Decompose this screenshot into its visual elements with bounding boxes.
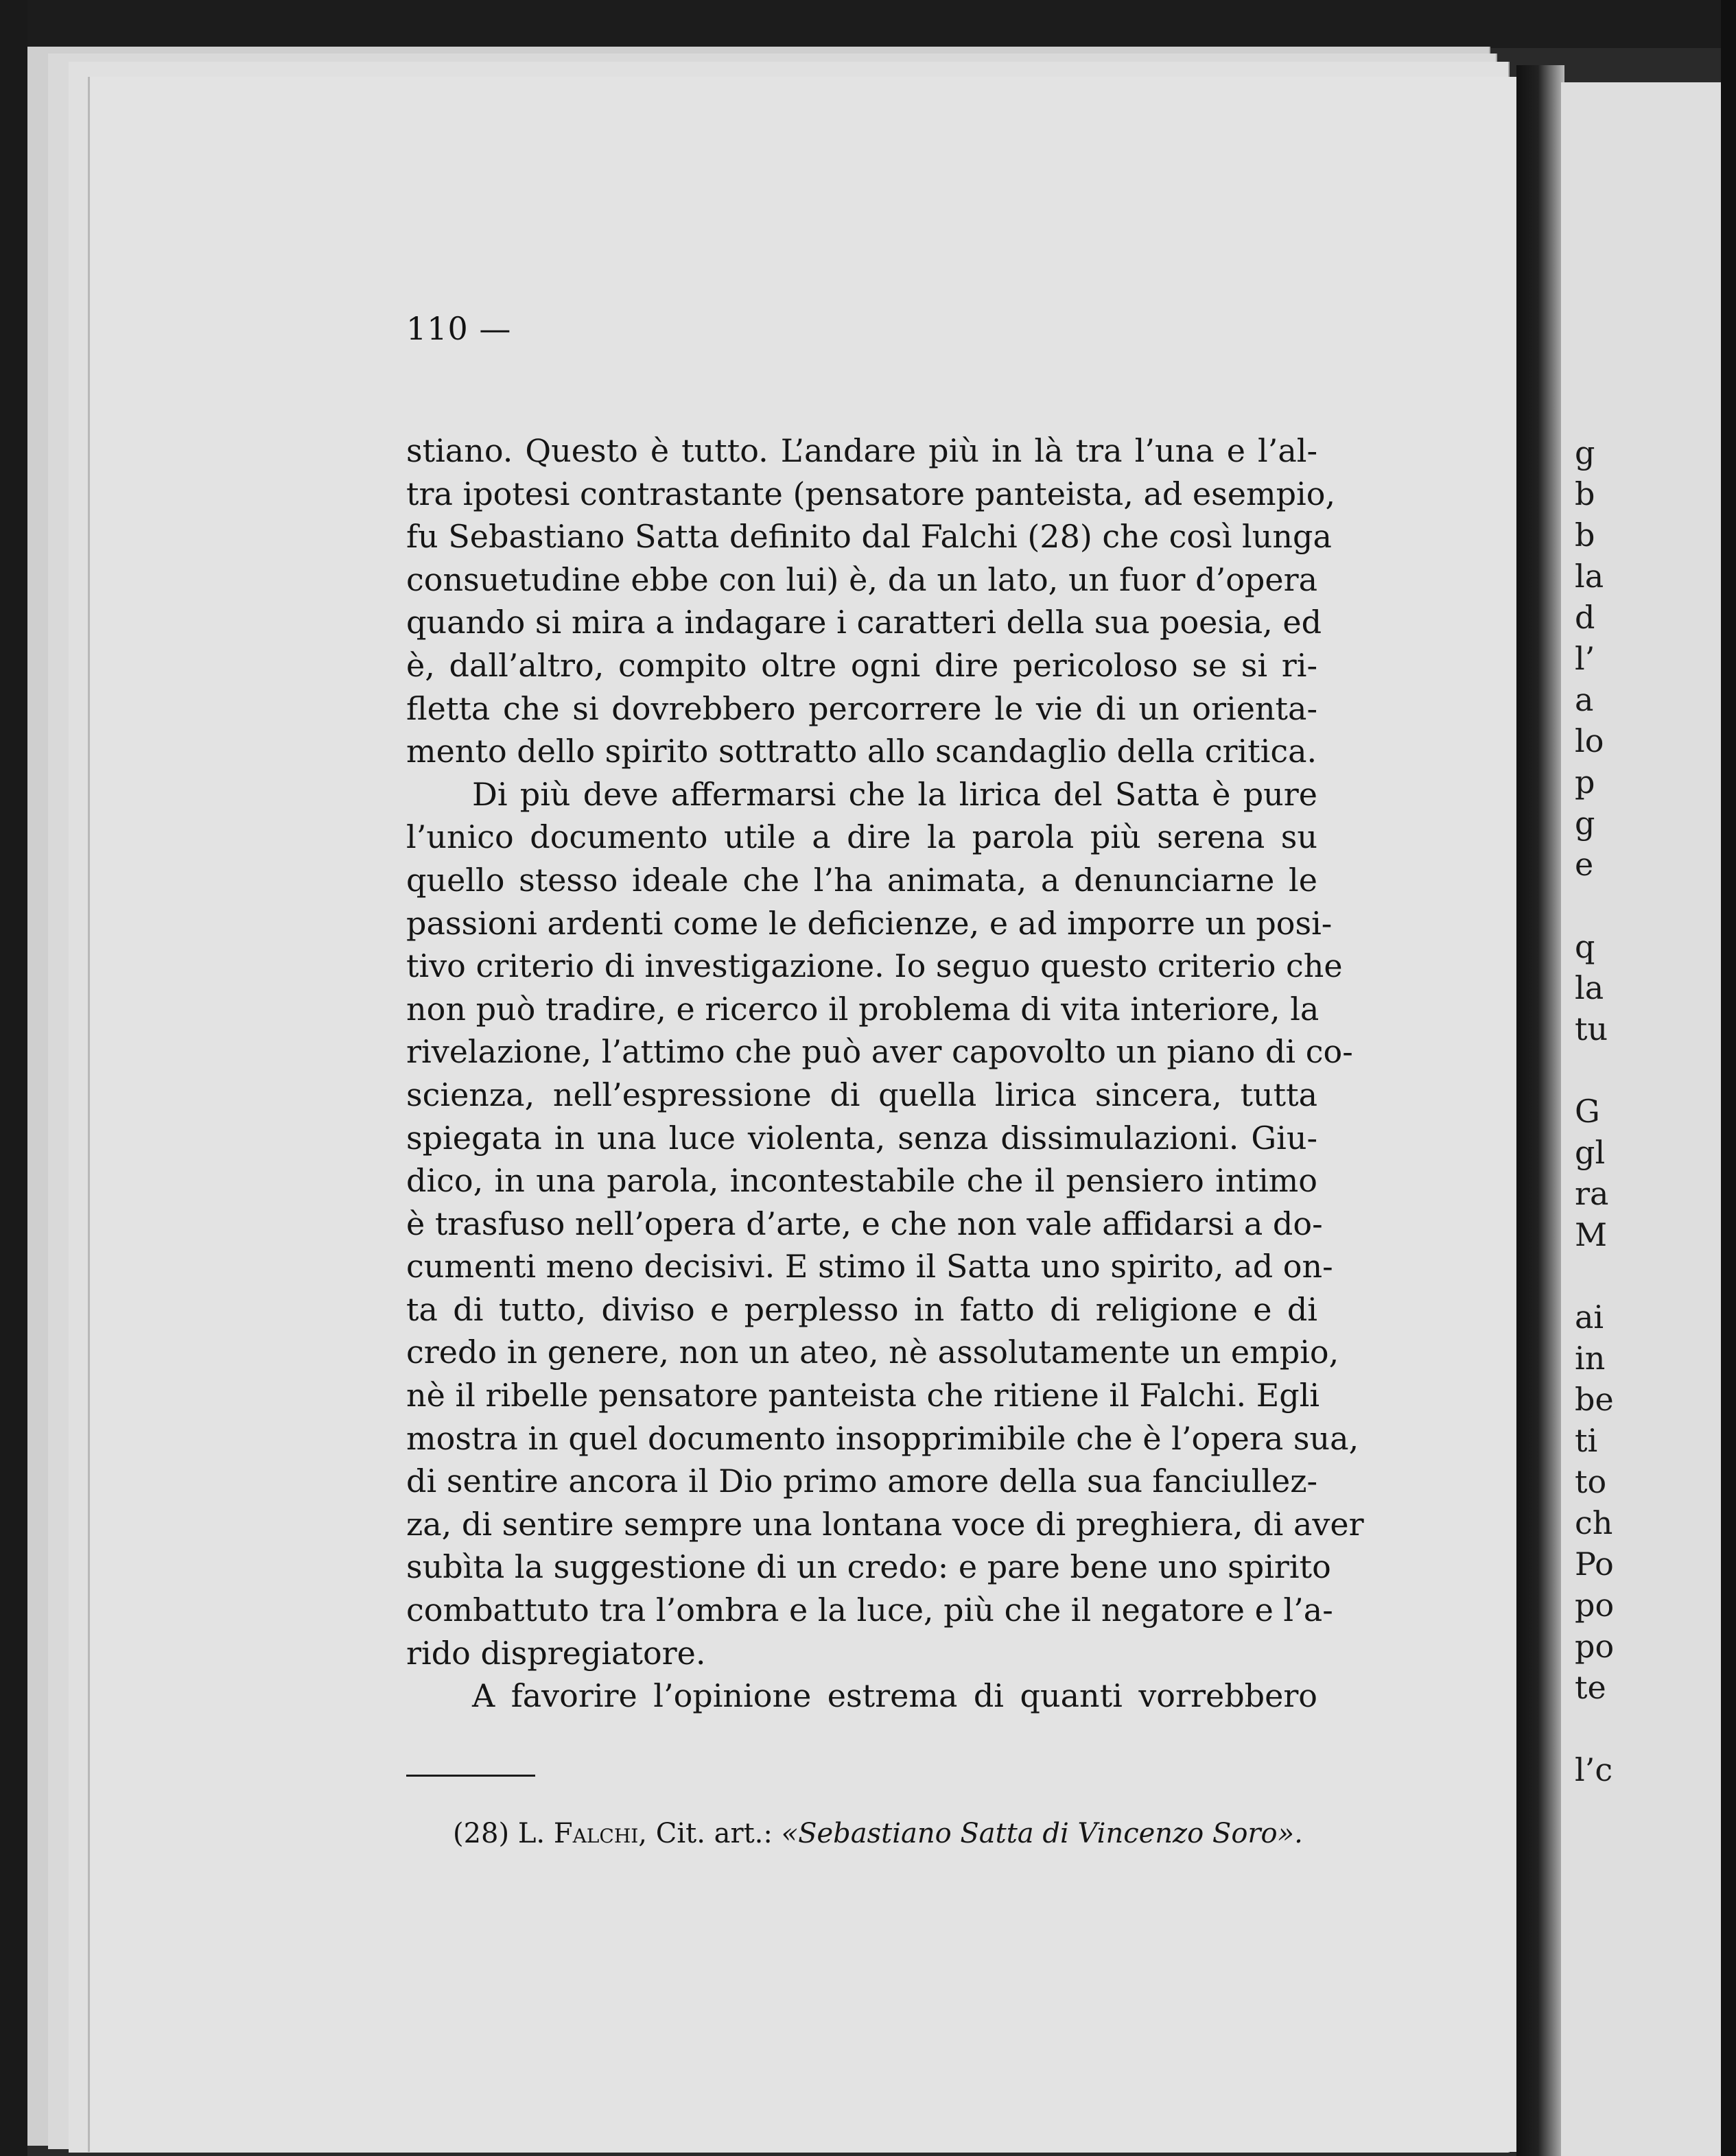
facing-page-fragment: M: [1575, 1216, 1608, 1253]
text-line: rivelazione, l’attimo che può aver capovolto un piano di co-: [406, 1033, 1353, 1071]
footnote-author-initial: L.: [517, 1818, 546, 1849]
text-line: fu Sebastiano Satta definito dal Falchi (28) che così lunga: [406, 518, 1332, 556]
text-line: di sentire ancora il Dio primo amore della sua fanciullez-: [406, 1462, 1317, 1500]
text-line: fletta che si dovrebbero percorrere le vie di un orienta-: [406, 689, 1317, 727]
facing-page-fragment: lo: [1575, 722, 1604, 759]
facing-page-fragment: a: [1575, 681, 1594, 718]
facing-page-fragment: te: [1575, 1669, 1606, 1706]
book-gutter: [1516, 65, 1564, 2156]
text-line: subìta la suggestione di un credo: e pare bene uno spirito: [406, 1548, 1331, 1586]
text-line: stiano. Questo è tutto. L’andare più in là tra l’una e l’al-: [406, 432, 1317, 469]
facing-page-fragment: G: [1575, 1093, 1600, 1130]
text-line: mento dello spirito sottratto allo scandaglio della critica.: [406, 733, 1317, 770]
body-text: [406, 429, 1364, 1718]
facing-page-fragment: b: [1575, 475, 1595, 512]
facing-page-fragments: [1561, 82, 1721, 2156]
facing-page-fragment: gl: [1575, 1134, 1606, 1171]
footnote-ref: Cit. art.:: [655, 1818, 773, 1849]
facing-page-fragment: g: [1575, 805, 1595, 842]
facing-page-fragment: la: [1575, 969, 1604, 1006]
facing-page-edge: [1561, 82, 1721, 2156]
text-line: tra ipotesi contrastante (pensatore panteista, ad esempio,: [406, 475, 1336, 512]
facing-page-fragment: g: [1575, 434, 1595, 471]
facing-page-fragment: l’c: [1575, 1751, 1613, 1788]
text-line: quando si mira a indagare i caratteri della sua poesia, ed: [406, 604, 1322, 641]
scan-border-left: [0, 0, 27, 2156]
footnote-author: Falchi,: [553, 1818, 648, 1849]
text-line: spiegata in una luce violenta, senza dissimulazioni. Giu-: [406, 1119, 1317, 1157]
text-line: ta di tutto, diviso e perplesso in fatto di religione e di: [406, 1290, 1317, 1328]
text-line: consuetudine ebbe con lui) è, da un lato, un fuor d’opera: [406, 560, 1317, 598]
scan-border-right: [1721, 0, 1736, 2156]
facing-page-fragment: to: [1575, 1463, 1607, 1500]
facing-page-fragment: po: [1575, 1587, 1615, 1624]
text-line: scienza, nell’espressione di quella lirica sincera, tutta: [406, 1076, 1317, 1113]
text-line: è, dall’altro, compito oltre ogni dire pericoloso se si ri-: [406, 646, 1317, 684]
text-line: non può tradire, e ricerco il problema di vita interiore, la: [406, 990, 1319, 1028]
text-line: passioni ardenti come le deficienze, e ad imporre un posi-: [406, 904, 1333, 942]
text-line: è trasfuso nell’opera d’arte, e che non vale affidarsi a do-: [406, 1205, 1323, 1242]
footnote: [453, 1818, 1303, 1849]
facing-page-fragment: q: [1575, 928, 1595, 965]
facing-page-fragment: po: [1575, 1628, 1615, 1665]
text-line: quello stesso ideale che l’ha animata, a denunciarne le: [406, 861, 1317, 899]
facing-page-fragment: e: [1575, 846, 1594, 883]
facing-page-fragment: la: [1575, 558, 1604, 595]
facing-page-fragment: l’: [1575, 640, 1595, 677]
facing-page-fragment: ai: [1575, 1299, 1604, 1336]
text-line: dico, in una parola, incontestabile che il pensiero intimo: [406, 1162, 1317, 1200]
text-line: credo in genere, non un ateo, nè assolutamente un empio,: [406, 1334, 1339, 1371]
text-line: Di più deve affermarsi che la lirica del Satta è pure: [472, 775, 1317, 813]
scan-border-top: [0, 0, 1736, 48]
footnote-title: «Sebastiano Satta di Vincenzo Soro».: [781, 1818, 1303, 1849]
text-line: mostra in quel documento insopprimibile che è l’opera sua,: [406, 1419, 1359, 1457]
text-line: za, di sentire sempre una lontana voce di preghiera, di aver: [406, 1505, 1364, 1543]
text-line: tivo criterio di investigazione. Io seguo questo criterio che: [406, 947, 1343, 985]
facing-page-fragment: be: [1575, 1381, 1614, 1418]
text-line: A favorire l’opinione estrema di quanti vorrebbero: [472, 1677, 1317, 1715]
facing-page-fragment: ra: [1575, 1175, 1609, 1212]
facing-page-fragment: b: [1575, 517, 1595, 554]
facing-page-fragment: ti: [1575, 1422, 1598, 1459]
text-line: l’unico documento utile a dire la parola più serena su: [406, 818, 1317, 856]
facing-page-fragment: ch: [1575, 1504, 1613, 1541]
footnote-rule: [406, 1775, 535, 1777]
facing-page-fragment: tu: [1575, 1010, 1608, 1047]
text-line: rido dispregiatore.: [406, 1634, 706, 1672]
text-line: cumenti meno decisivi. E stimo il Satta uno spirito, ad on-: [406, 1248, 1333, 1286]
facing-page-fragment: d: [1575, 599, 1595, 636]
facing-page-fragment: in: [1575, 1340, 1606, 1377]
facing-page-fragment: p: [1575, 763, 1595, 801]
page-number: 110 —: [406, 310, 512, 347]
text-line: combattuto tra l’ombra e la luce, più che il negatore e l’a-: [406, 1591, 1333, 1629]
text-line: nè il ribelle pensatore panteista che ritiene il Falchi. Egli: [406, 1377, 1320, 1414]
facing-page-fragment: Po: [1575, 1545, 1614, 1583]
footnote-marker: (28): [453, 1818, 510, 1849]
